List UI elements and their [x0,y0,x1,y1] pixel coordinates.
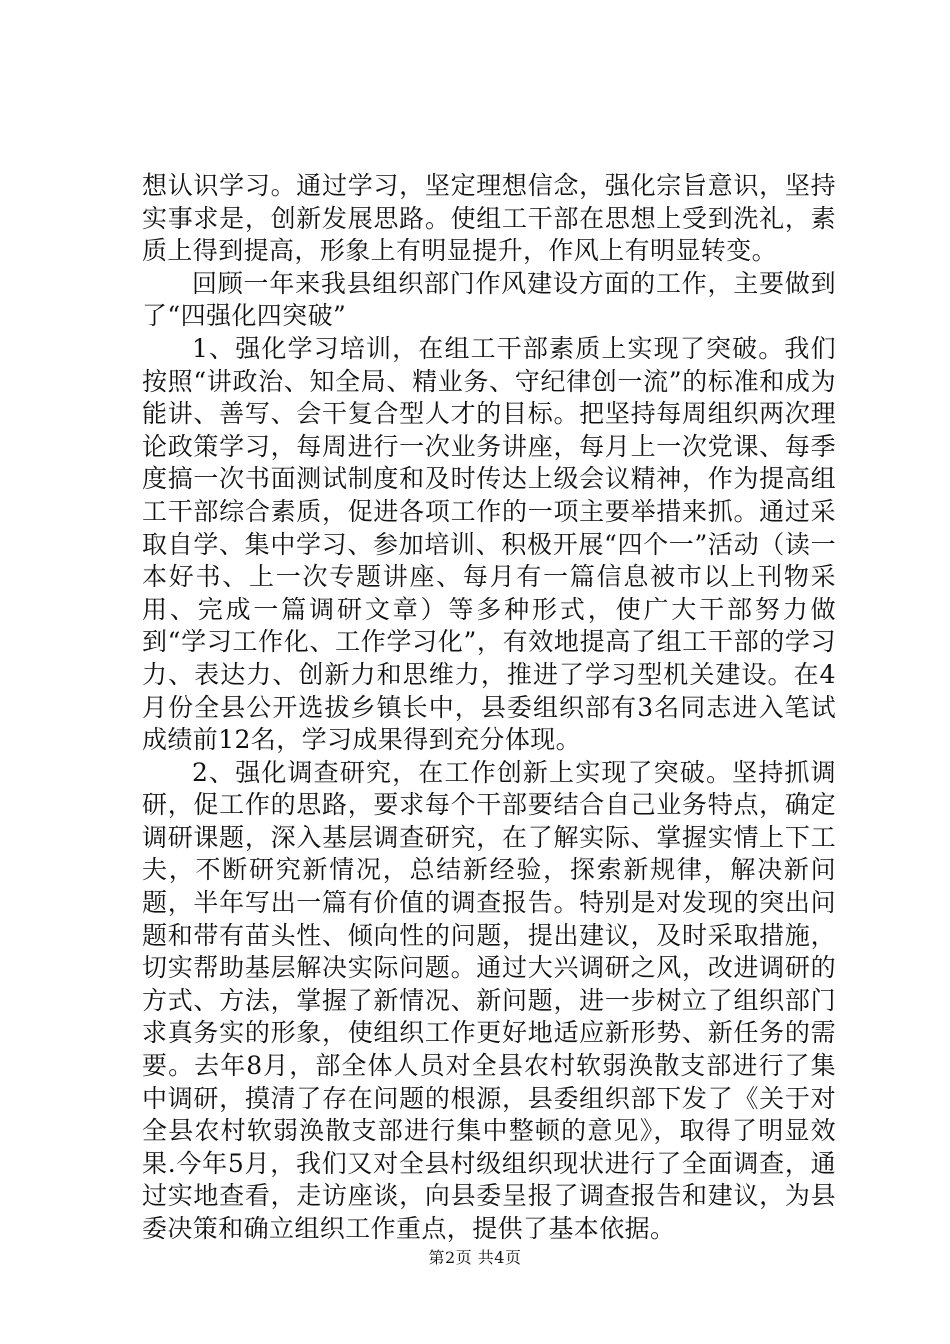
paragraph-study-training: 1、强化学习培训，在组工干部素质上实现了突破。我们按照“讲政治、知全局、精业务、守纪律创一流”的标准和成为能讲、善写、会干复合型人才的目标。把坚持每周组织两次理论政策学习，每周进行一次业务讲座，每月上一次党课、每季度搞一次书面测试制度和及时传达上级会议精神，作为提高组工干部综合素质，促进各项工作的一项主要举措来抓。通过采取自学、集中学习、参加培训、积极开展“四个一”活动（读一本好书、上一次专题讲座、每月有一篇信息被市以上刊物采用、完成一篇调研文章）等多种形式，使广大干部努力做到“学习工作化、工作学习化”，有效地提高了组工干部的学习力、表达力、创新力和思维力，推进了学习型机关建设。在4月份全县公开选拔乡镇长中，县委组织部有3名同志进入笔试成绩前12名，学习成果得到充分体现。 [142,333,836,755]
paragraph-review-intro: 回顾一年来我县组织部门作风建设方面的工作，主要做到了“四强化四突破” [142,268,836,331]
paragraph-continuation: 想认识学习。通过学习，坚定理想信念，强化宗旨意识，坚持实事求是，创新发展思路。使组工干部在思想上受到洗礼，素质上得到提高，形象上有明显提升，作风上有明显转变。 [142,171,836,266]
document-body [142,170,836,1246]
page-number-footer: 第2页 共4页 [428,1248,522,1267]
paragraph-investigation-research: 2、强化调查研究，在工作创新上实现了突破。坚持抓调研，促工作的思路，要求每个干部要结合自己业务特点，确定调研课题，深入基层调查研究，在了解实际、掌握实情上下工夫，不断研究新情况，总结新经验，探索新规律，解决新问题，半年写出一篇有价值的调查报告。特别是对发现的突出问题和带有苗头性、倾向性的问题，提出建议，及时采取措施，切实帮助基层解决实际问题。通过大兴调研之风，改进调研的方式、方法，掌握了新情况、新问题，进一步树立了组织部门求真务实的形象，使组织工作更好地适应新形势、新任务的需要。去年8月，部全体人员对全县农村软弱涣散支部进行了集中调研，摸清了存在问题的根源，县委组织部下发了《关于对全县农村软弱涣散支部进行集中整顿的意见》，取得了明显效果.今年5月，我们又对全县村级组织现状进行了全面调查，通过实地查看，走访座谈，向县委呈报了调查报告和建议，为县委决策和确立组织工作重点，提供了基本依据。 [142,757,836,1243]
